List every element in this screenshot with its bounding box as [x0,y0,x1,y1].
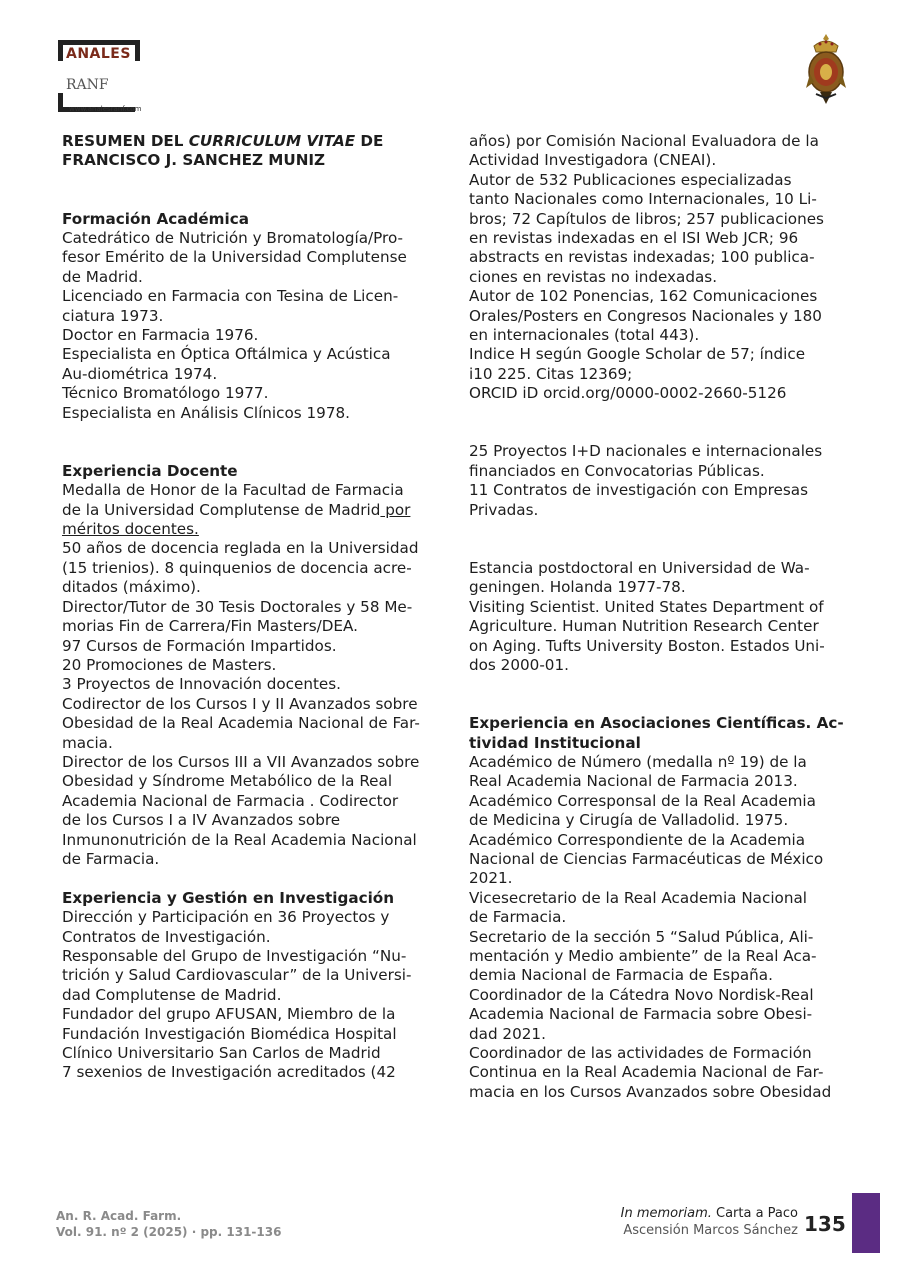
text-span: de la Universidad Complutense de Madrid [62,500,381,519]
section-heading-asociaciones-cont: tividad Institucional [469,733,641,752]
text-line: de Madrid. [62,267,143,286]
section-heading-docente: Experiencia Docente [62,461,238,480]
text-line: Clínico Universitario San Carlos de Madrid [62,1044,381,1063]
asociaciones-list [469,753,845,1102]
text-line: Obesidad de la Real Academia Nacional de Far- [62,714,420,733]
text-line: Orales/Posters en Congresos Nacionales y 180 [469,306,822,325]
text-line: Técnico Bromatólogo 1977. [62,384,269,403]
text-line: Academia Nacional de Farmacia . Codirector [62,791,399,810]
text-line: de Farmacia. [469,908,567,927]
text-line: Medalla de Honor de la Facultad de Farmacia [62,481,404,500]
text-line: Actividad Investigadora (CNEAI). [469,151,717,170]
text-line: Vicesecretario de la Real Academia Nacional [469,888,808,907]
text-line: Privadas. [469,500,539,519]
left-column [62,132,438,1083]
text-line: Nacional de Ciencias Farmacéuticas de México [469,849,824,868]
article-info [621,1205,798,1239]
text-line: Real Academia Nacional de Farmacia 2013. [469,772,798,791]
text-line: Autor de 532 Publicaciones especializadas [469,170,792,189]
text-line: macia en los Cursos Avanzados sobre Obesidad [469,1082,832,1101]
section-heading-formacion: Formación Académica [62,209,249,228]
text-line: Au-diométrica 1974. [62,364,218,383]
logo-url: www.analesranf.com [69,105,142,113]
article-author: Ascensión Marcos Sánchez [623,1223,798,1238]
text-line: Fundación Investigación Biomédica Hospital [62,1024,397,1043]
article-title-italic: In memoriam. [620,1206,712,1221]
title-part-b: CURRICULUM VITAE [188,132,356,150]
text-line: 97 Cursos de Formación Impartidos. [62,636,337,655]
text-line: fesor Emérito de la Universidad Complutense [62,248,407,267]
text-line: años) por Comisión Nacional Evaluadora de la [469,132,819,150]
text-line: tanto Nacionales como Internacionales, 10 Li- [469,190,817,209]
text-line: Coordinador de las actividades de Formación [469,1044,812,1062]
cv-title-line1 [62,132,438,151]
text-line: trición y Salud Cardiovascular” de la Universi- [62,966,412,985]
text-line: Académico de Número (medalla nº 19) de la [469,752,807,771]
journal-citation [56,1208,281,1240]
text-line: Secretario de la sección 5 “Salud Pública, Ali- [469,927,814,946]
text-line: Fundador del grupo AFUSAN, Miembro de la [62,1005,396,1024]
text-line: (15 trienios). 8 quinquenios de docencia acre- [62,558,412,577]
academy-emblem-icon [802,32,850,106]
text-line: geningen. Holanda 1977-78. [469,578,686,597]
article-title [621,1205,798,1222]
page-number: 135 [804,1212,846,1236]
research-output-list [469,132,845,404]
underlined-text: por [380,500,411,519]
text-line: ciones en revistas no indexadas. [469,267,718,286]
text-line: Director/Tutor de 30 Tesis Doctorales y 58 Me- [62,597,413,616]
journal-name: An. R. Acad. Farm. [56,1209,182,1223]
text-line: morias Fin de Carrera/Fin Masters/DEA. [62,617,358,636]
text-line: Especialista en Análisis Clínicos 1978. [62,403,350,422]
title-part-a: RESUMEN DEL [62,132,189,150]
text-line: ORCID iD orcid.org/0000-0002-2660-5126 [469,384,787,403]
text-line: Director de los Cursos III a VII Avanzados sobre [62,752,420,771]
logo-ranf-text: RANF [66,77,109,93]
section-heading-gestion: Experiencia y Gestión en Investigación [62,888,395,907]
text-line: de Medicina y Cirugía de Valladolid. 1975. [469,811,789,830]
text-line: Responsable del Grupo de Investigación “Nu- [62,946,407,965]
page-accent-bar [852,1193,880,1253]
text-line: 20 Promociones de Masters. [62,655,277,674]
text-line: dad 2021. [469,1024,546,1043]
underlined-text: méritos docentes. [62,520,199,539]
journal-logo [56,38,186,118]
text-line: Continua en la Real Academia Nacional de Far- [469,1063,824,1082]
text-line: Académico Corresponsal de la Real Academia [469,791,816,810]
text-line: Inmunonutrición de la Real Academia Nacional [62,830,417,849]
text-line: Catedrático de Nutrición y Bromatología/Pro- [62,229,404,247]
article-title-rest: Carta a Paco [711,1206,798,1221]
text-line: dad Complutense de Madrid. [62,985,282,1004]
text-line: mentación y Medio ambiente” de la Real Aca- [469,946,817,965]
logo-anales-text: ANALES [66,46,131,62]
text-line [62,501,438,520]
cv-title-line2: FRANCISCO J. SANCHEZ MUNIZ [62,151,326,170]
text-line: Coordinador de la Cátedra Novo Nordisk-Real [469,985,814,1004]
text-line: Indice H según Google Scholar de 57; índice [469,345,806,364]
text-line: Academia Nacional de Farmacia sobre Obesi- [469,1005,813,1024]
text-line: 50 años de docencia reglada en la Universidad [62,539,419,558]
text-line: 2021. [469,869,513,888]
text-line: Autor de 102 Ponencias, 162 Comunicaciones [469,287,818,306]
text-line: Doctor en Farmacia 1976. [62,326,259,345]
text-line: en revistas indexadas en el ISI Web JCR; 96 [469,229,799,248]
text-line: Licenciado en Farmacia con Tesina de Licen- [62,287,399,306]
text-line: Especialista en Óptica Oftálmica y Acústica [62,345,391,364]
text-line: Codirector de los Cursos I y II Avanzados sobre [62,694,418,713]
formacion-list [62,229,438,423]
text-line: 11 Contratos de investigación con Empresas [469,481,809,500]
text-line: i10 225. Citas 12369; [469,364,633,383]
text-line: Agriculture. Human Nutrition Research Center [469,617,819,636]
stays-list [469,559,845,675]
text-line: Obesidad y Síndrome Metabólico de la Real [62,772,393,791]
projects-list [469,442,845,520]
text-line: 7 sexenios de Investigación acreditados (42 [62,1063,396,1082]
text-line: on Aging. Tufts University Boston. Estados Uni- [469,636,825,655]
text-line: abstracts en revistas indexadas; 100 publica- [469,248,815,267]
right-column [469,132,845,1102]
text-line: Estancia postdoctoral en Universidad de Wa- [469,558,810,577]
text-line: Contratos de Investigación. [62,927,271,946]
text-line: en internacionales (total 443). [469,326,700,345]
text-line: ditados (máximo). [62,578,201,597]
docente-list [62,481,438,869]
text-line: Visiting Scientist. United States Department of [469,597,824,616]
text-line: financiados en Convocatorias Públicas. [469,461,765,480]
text-line: de Farmacia. [62,849,160,868]
gestion-list [62,908,438,1083]
section-heading-asociaciones: Experiencia en Asociaciones Científicas. Ac- [469,714,844,733]
journal-volume: Vol. 91. nº 2 (2025) · pp. 131-136 [56,1225,282,1239]
text-line: 3 Proyectos de Innovación docentes. [62,675,341,694]
text-line: macia. [62,733,113,752]
title-part-c: DE [355,132,384,150]
text-line: ciatura 1973. [62,306,164,325]
text-line: Dirección y Participación en 36 Proyectos y [62,908,390,927]
text-line: Académico Correspondiente de la Academia [469,830,806,849]
text-line: 25 Proyectos I+D nacionales e internacionales [469,442,823,461]
text-line: demia Nacional de Farmacia de España. [469,966,773,985]
text-line: bros; 72 Capítulos de libros; 257 publicaciones [469,209,824,228]
text-line: dos 2000-01. [469,655,569,674]
text-line: de los Cursos I a IV Avanzados sobre [62,811,341,830]
